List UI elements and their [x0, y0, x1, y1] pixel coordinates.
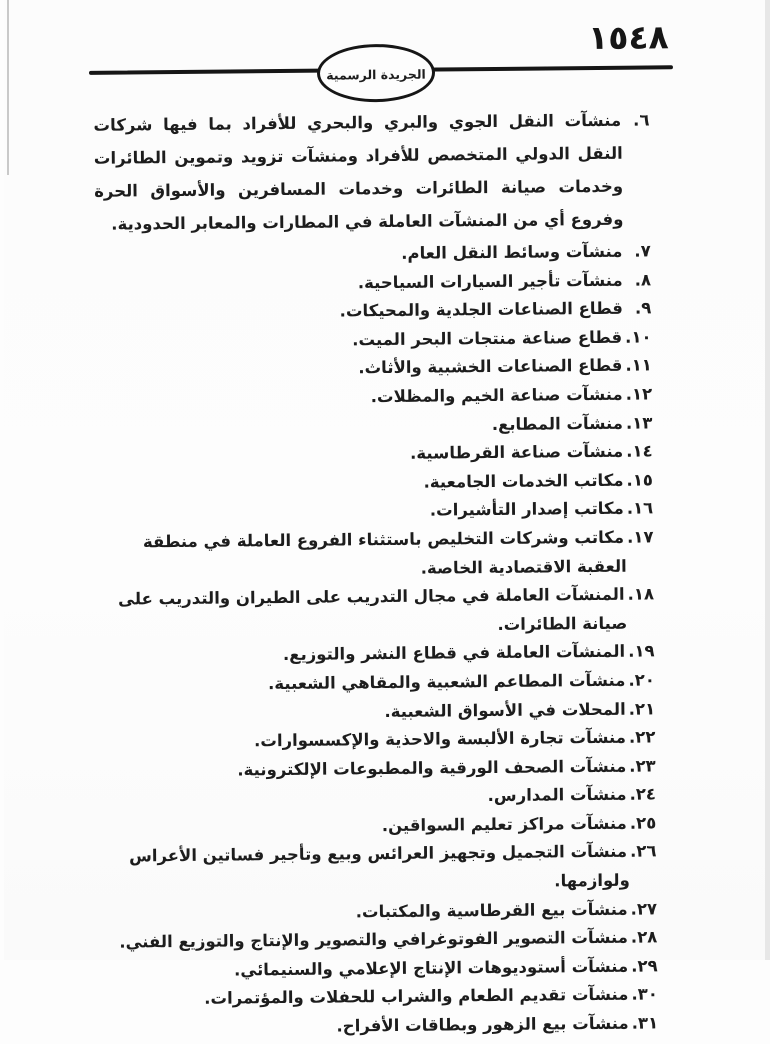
item-text: منشآت المدارس.	[488, 785, 627, 805]
item-text: منشآت تجارة الألبسة والاحذية والإكسسوارات.	[254, 728, 626, 751]
item-number: ٨.	[635, 270, 652, 289]
item-text: قطاع الصناعات الخشبية والأثاث.	[358, 356, 622, 378]
item-text: منشآت مراكز تعليم السواقين.	[382, 814, 627, 835]
list-item	[99, 666, 655, 700]
item-number: ١٦.	[627, 499, 654, 518]
item-number: ٧.	[634, 241, 651, 260]
list-item	[102, 1009, 658, 1043]
item-text: منشآت أستوديوهات الإنتاج الإعلامي والسنيمائي.	[234, 957, 628, 980]
item-number: ١٢.	[626, 384, 653, 403]
page-header	[0, 0, 767, 116]
item-number: ١٠.	[625, 327, 652, 346]
item-text: منشآت النقل الجوي والبري والبحري للأفراد بما فيها شركات النقل الدولي المتخصص للأفراد ومنشآت تزويد وتموين الطائرات وخدمات صيانة الطائرات وخدمات المسافرين والأسواق الحرة وفروع أي من المنشآت العاملة في المطارات والمعابر الحدودية.	[93, 111, 623, 234]
item-number: ٣٠.	[631, 985, 658, 1004]
item-text: منشآت بيع القرطاسية والمكتبات.	[356, 899, 628, 921]
item-text: منشآت تقديم الطعام والشراب للحفلات والمؤتمرات.	[204, 985, 628, 1008]
item-number: ٢١.	[629, 699, 656, 718]
item-text: منشآت التصوير الفوتوغرافي والتصوير والإنتاج والتوزيع الفني.	[119, 928, 628, 952]
item-text: قطاع الصناعات الجلدية والمحيكات.	[340, 299, 623, 321]
item-text: منشآت بيع الزهور وبطاقات الأفراح.	[336, 1014, 628, 1036]
gazette-badge	[317, 44, 436, 103]
page-number: ١٥٤٨	[588, 17, 669, 57]
item-number: ١٣.	[626, 413, 653, 432]
gazette-badge-label: الجريدة الرسمية	[326, 66, 426, 82]
item-text: منشآت وسائط النقل العام.	[401, 242, 622, 263]
item-number: ٦.	[633, 110, 650, 129]
item-number: ١٩.	[628, 642, 655, 661]
item-number: ٣١.	[632, 1013, 659, 1032]
item-number: ١٧.	[627, 527, 654, 546]
item-text: منشآت صناعة القرطاسية.	[410, 442, 623, 463]
item-text: مكاتب إصدار التأشيرات.	[430, 499, 624, 520]
list-item	[100, 838, 657, 901]
item-number: ١٤.	[626, 442, 653, 461]
scanned-page	[4, 0, 770, 960]
item-text: مكاتب الخدمات الجامعية.	[424, 470, 624, 491]
item-number: ١٨.	[628, 585, 655, 604]
item-text: قطاع صناعة منتجات البحر الميت.	[352, 328, 622, 350]
list-item	[98, 581, 655, 644]
item-number: ٢٧.	[631, 899, 658, 918]
item-number: ٢٣.	[629, 756, 656, 775]
item-text: المنشآت العاملة في قطاع النشر والتوزيع.	[283, 642, 625, 664]
item-text: مكاتب وشركات التخليص باستثناء الفروع العاملة في منطقة العقبة الاقتصادية الخاصة.	[143, 528, 627, 578]
item-number: ٩.	[635, 299, 652, 318]
item-text: منشآت المطاعم الشعبية والمقاهي الشعبية.	[268, 671, 626, 693]
item-number: ١١.	[625, 356, 652, 375]
item-number: ٢٤.	[629, 785, 656, 804]
item-number: ٢٩.	[631, 956, 658, 975]
item-text: منشآت الصحف الورقية والمطبوعات الإلكترونية.	[237, 756, 626, 779]
item-number: ١٥.	[626, 470, 653, 489]
item-number: ٢٢.	[629, 728, 656, 747]
item-text: منشآت صناعة الخيم والمظلات.	[371, 385, 623, 406]
item-text: المحلات في الأسواق الشعبية.	[384, 699, 625, 720]
list-item	[93, 103, 650, 240]
item-text: المنشآت العاملة في مجال التدريب على الطيران والتدريب على صيانة الطائرات.	[118, 585, 627, 634]
item-number: ٢٠.	[628, 670, 655, 689]
list-item	[97, 523, 654, 586]
sector-list	[93, 103, 658, 1043]
item-number: ٢٨.	[631, 928, 658, 947]
item-text: منشآت المطابع.	[492, 413, 623, 433]
item-text: منشآت التجميل وتجهيز العرائس وبيع وتأجير فساتين الأعراس ولوازمها.	[129, 842, 630, 890]
item-number: ٢٦.	[630, 842, 657, 861]
item-text: منشآت تأجير السيارات السياحية.	[358, 270, 623, 292]
item-number: ٢٥.	[630, 813, 657, 832]
